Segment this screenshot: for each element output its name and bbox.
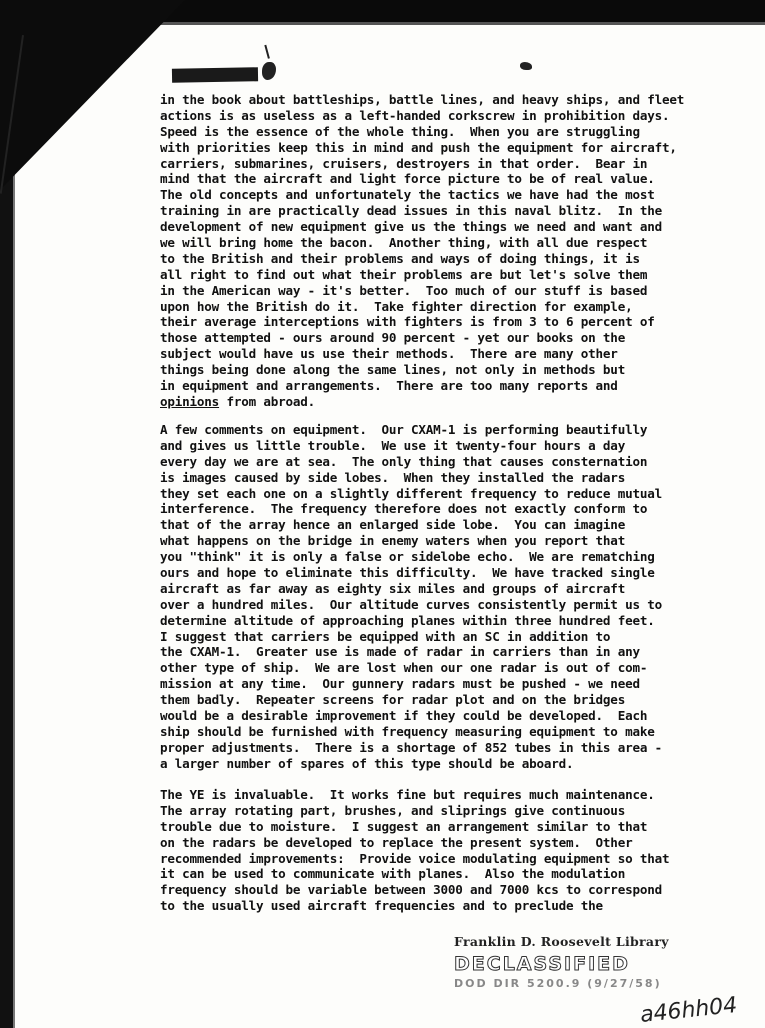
underlined-word: opinions (160, 393, 220, 409)
redacted-classification-mark (172, 67, 258, 82)
text-line: those attempted - ours around 90 percent - yet our books on the (160, 330, 626, 346)
text-line: trouble due to moisture. I suggest an arrangement similar to that (160, 818, 648, 834)
declassification-stamp (454, 934, 754, 990)
text-line: in equipment and arrangements. There are too many reports and (160, 378, 618, 394)
text-line: would be a desirable improvement if they could be developed. Each (160, 708, 648, 724)
text-line: in the book about battleships, battle lines, and heavy ships, and fleet (160, 92, 685, 107)
text-line: is images caused by side lobes. When they installed the radars (160, 469, 626, 485)
text-line: things being done along the same lines, not only in methods but (160, 362, 626, 378)
ink-blot (520, 62, 532, 70)
text-line: Speed is the essence of the whole thing. When you are struggling (160, 123, 640, 139)
ink-blot (262, 62, 276, 80)
text-line: proper adjustments. There is a shortage of 852 tubes in this area - (160, 739, 662, 755)
text-line: what happens on the bridge in enemy waters when you report that (160, 533, 626, 549)
text-line: all right to find out what their problems are but let's solve them (160, 266, 648, 282)
text-line: we will bring home the bacon. Another thing, with all due respect (160, 235, 648, 251)
text-line: frequency should be variable between 3000 and 7000 kcs to correspond (160, 882, 662, 898)
text-line: their average interceptions with fighters is from 3 to 6 percent of (160, 314, 655, 330)
text-line: it can be used to communicate with planes. Also the modulation (160, 866, 626, 882)
text-line: other type of ship. We are lost when our one radar is out of com- (160, 660, 648, 676)
text-line: recommended improvements: Provide voice modulating equipment so that (160, 850, 670, 866)
text-line: you "think" it is only a false or sidelobe echo. We are rematching (160, 549, 655, 565)
text-line: A few comments on equipment. Our CXAM-1 is performing beautifully (160, 422, 648, 437)
text-line: to the usually used aircraft frequencies and to preclude the (160, 898, 603, 914)
text-line: over a hundred miles. Our altitude curves consistently permit us to (160, 596, 662, 612)
folded-corner-shadow (0, 0, 185, 190)
text-line: in the American way - it's better. Too much of our stuff is based (160, 282, 648, 298)
paragraph-2 (160, 422, 740, 772)
text-line: The array rotating part, brushes, and sliprings give continuous (160, 802, 626, 818)
ink-mark (264, 43, 275, 59)
text-line: upon how the British do it. Take fighter direction for example, (160, 298, 633, 314)
stamp-dod-directive: DOD DIR 5200.9 (9/27/58) (454, 977, 662, 990)
text-line: ours and hope to eliminate this difficulty. We have tracked single (160, 565, 655, 581)
stamp-library-name: Franklin D. Roosevelt Library (454, 934, 669, 949)
text-line: and gives us little trouble. We use it twenty-four hours a day (160, 437, 626, 453)
text-line: mind that the aircraft and light force picture to be of real value. (160, 171, 655, 187)
text-line: ship should be furnished with frequency measuring equipment to make (160, 723, 655, 739)
text-line: carriers, submarines, cruisers, destroyers in that order. Bear in (160, 155, 648, 171)
text-line: a larger number of spares of this type should be aboard. (160, 755, 574, 771)
text-line: on the radars be developed to replace the present system. Other (160, 834, 633, 850)
line-remainder: from abroad. (219, 393, 316, 409)
text-line: development of new equipment give us the things we need and want and (160, 219, 662, 235)
text-line: that of the array hence an enlarged side lobe. You can imagine (160, 517, 626, 533)
paragraph-3 (160, 787, 740, 914)
text-line: actions is as useless as a left-handed corkscrew in prohibition days. (160, 107, 670, 123)
text-line (160, 394, 740, 410)
stamp-declassified: DECLASSIFIED (454, 953, 630, 975)
text-line: the CXAM-1. Greater use is made of radar in carriers than in any (160, 644, 640, 660)
handwritten-reference: a46hh04 (638, 992, 739, 1028)
text-line: I suggest that carriers be equipped with an SC in addition to (160, 628, 611, 644)
text-line: interference. The frequency therefore does not exactly conform to (160, 501, 648, 517)
text-line: The old concepts and unfortunately the tactics we have had the most (160, 187, 655, 203)
text-line: every day we are at sea. The only thing that causes consternation (160, 453, 648, 469)
text-line: to the British and their problems and ways of doing things, it is (160, 250, 640, 266)
text-line: The YE is invaluable. It works fine but requires much maintenance. (160, 787, 655, 802)
text-line: with priorities keep this in mind and push the equipment for aircraft, (160, 139, 677, 155)
text-line: them badly. Repeater screens for radar plot and on the bridges (160, 692, 626, 708)
paragraph-1 (160, 92, 740, 410)
text-line: aircraft as far away as eighty six miles and groups of aircraft (160, 580, 626, 596)
text-line: training in are practically dead issues in this naval blitz. In the (160, 203, 662, 219)
text-line: they set each one on a slightly different frequency to reduce mutual (160, 485, 662, 501)
text-line: subject would have us use their methods. There are many other (160, 346, 618, 362)
text-line: determine altitude of approaching planes within three hundred feet. (160, 612, 655, 628)
text-line: mission at any time. Our gunnery radars must be pushed - we need (160, 676, 640, 692)
